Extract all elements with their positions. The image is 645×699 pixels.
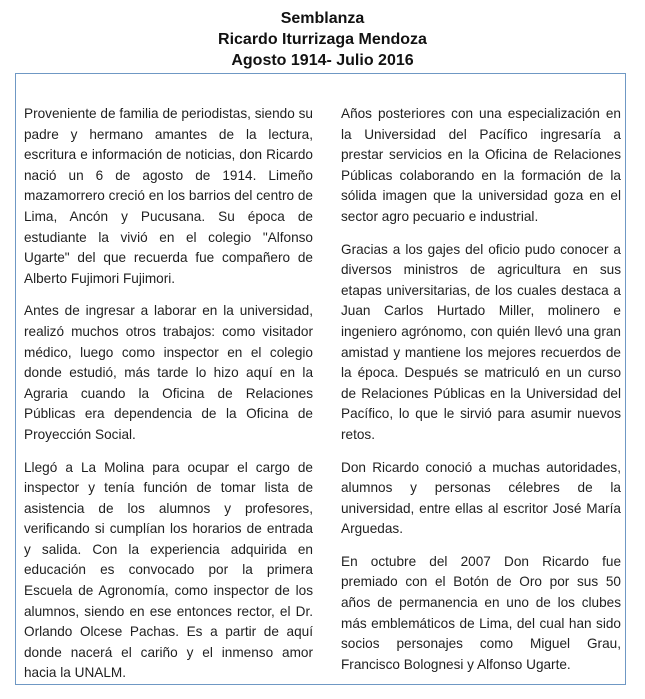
paragraph: En octubre del 2007 Don Ricardo fue premiado con el Botón de Oro por sus 50 años de permanencia en uno de los clubes más emblemáticos de Lima, del cual han sido socios personajes como Miguel Grau, Francisco Bolognesi y Alfonso Ugarte. xyxy=(341,553,621,672)
paragraph: Antes de ingresar a laborar en la universidad, realizó muchos otros trabajos: como visitador médico, luego como inspector en el colegio donde estudió, más tarde lo hizo aquí en la Agraria cuando la Oficina de Relaciones Públicas era dependencia de la Oficina de Proyección Social. xyxy=(24,303,313,442)
left-column xyxy=(24,104,313,696)
paragraph: Llegó a La Molina para ocupar el cargo de inspector y tenía función de tomar lista de asistencia de los alumnos y profesores, verificando si cumplían los horarios de entrada y salida. Con la experiencia adquirida en educación es convocado por la primera Escuela de Agronomía, como inspector de los alumnos, siendo en ese entonces rector, el Dr. Orlando Olcese Pachas. Es a partir de aquí donde nacerá el cariño y el inmenso amor hacia la UNALM. xyxy=(24,459,313,681)
paragraph: Proveniente de familia de periodistas, siendo su padre y hermano amantes de la lectura, escritura e información de noticias, don Ricardo nació un 6 de agosto de 1914. Limeño mazamorrero creció en los barrios del centro de Lima, Ancón y Pucusana. Su época de estudiante la vivió en el colegio "Alfonso Ugarte" del que recuerda fue compañero de Alberto Fujimori Fujimori. xyxy=(24,106,313,286)
paragraph: Don Ricardo conoció a muchas autoridades, alumnos y personas célebres de la universidad, entre ellas al escritor José María Arguedas. xyxy=(341,459,621,537)
paragraph: Años posteriores con una especialización en la Universidad del Pacífico ingresaría a prestar servicios en la Oficina de Relaciones Públicas colaborando en la formación de la sólida imagen que la universidad goza en el sector agro pecuario e industrial. xyxy=(341,106,621,224)
document-header xyxy=(0,8,645,71)
paragraph: Gracias a los gajes del oficio pudo conocer a diversos ministros de agricultura en sus etapas universitarias, de los cuales destaca a Juan Carlos Hurtado Miller, molinero e ingeniero agrónomo, con quién llevó una gran amistad y mantiene los mejores recuerdos de la época. Después se matriculó en un curso de Relaciones Públicas en la Universidad del Pacífico, lo que le sirvió para asumir nuevos retos. xyxy=(341,241,621,442)
document-title: Semblanza xyxy=(280,10,365,27)
person-name: Ricardo Iturrizaga Mendoza xyxy=(218,31,427,48)
text-frame xyxy=(15,73,626,685)
life-dates: Agosto 1914- Julio 2016 xyxy=(231,52,414,69)
right-column xyxy=(341,104,621,687)
